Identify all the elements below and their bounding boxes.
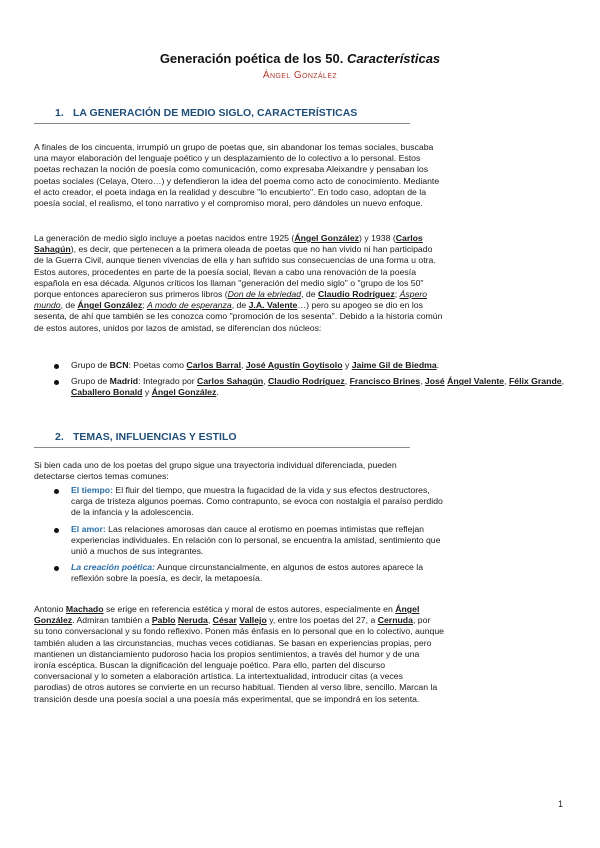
- paragraph-intro: [34, 142, 564, 209]
- text-run: El fluir del tiempo, que muestra la fugacidad de la vida y sus efectos destructores,: [113, 485, 430, 495]
- paragraph-line: poetas rechazan la noción de poesía como comunicación, como expresaba Aleixandre y pensaban los: [34, 164, 429, 175]
- bullet-dot: [54, 489, 59, 494]
- themes-list: [34, 485, 564, 585]
- link-don-de-la-ebriedad[interactable]: Don de la ebriedad: [227, 289, 302, 300]
- link-carlos-sahagun[interactable]: Carlos: [395, 233, 423, 243]
- paragraph-line: Estos autores, procedentes en parte de la poesía social, llevan a cabo una renovación de la poesía: [34, 266, 417, 277]
- link-angel-gonzalez-4[interactable]: Ángel: [395, 604, 420, 614]
- link-jaime-gil-de-biedma[interactable]: Jaime Gil de Biedma: [351, 360, 437, 370]
- link-ja-valente[interactable]: J.A. Valente: [248, 300, 298, 311]
- paragraph-line: [34, 615, 564, 626]
- text-run: ,: [504, 376, 509, 387]
- text-run: ,: [241, 360, 246, 370]
- paragraph-line: su tono conversacional y su fondo reflexivo. Ponen más énfasis en lo personal que en lo colectivo, aunque: [34, 626, 445, 637]
- section-2-rule: [34, 447, 410, 448]
- link-angel-gonzalez[interactable]: Ángel González: [294, 233, 360, 243]
- paragraph-line: también aluden a las circunstancias, muchas veces cotidianas. Se basan en experiencias propias, pero: [34, 637, 432, 648]
- text-run: reflexión sobre la poesía, es decir, la metapoesía.: [71, 573, 263, 584]
- list-item-theme-time: [34, 485, 564, 519]
- title-text: Generación poética de los 50.: [159, 51, 347, 66]
- paragraph-line: A finales de los cincuenta, irrumpió un grupo de poetas que, sin abandonar los temas sociales, buscaba: [34, 142, 434, 152]
- link-carlos-barral[interactable]: Carlos Barral: [186, 360, 241, 370]
- paragraph-influences: [34, 604, 564, 705]
- text-run: Aunque circunstancialmente, en algunos de estos autores aparece la: [155, 562, 424, 573]
- text-run: . Admiran también a: [72, 615, 152, 626]
- text-run: Antonio: [34, 604, 66, 614]
- section-2-number: 2.: [55, 431, 64, 443]
- text-run: ;: [142, 300, 147, 311]
- paragraph-line: poetas sociales (Celaya, Otero…) y defendieron la idea del poema como acto de conocimiento. Mediante: [34, 175, 440, 186]
- link-neruda[interactable]: Neruda: [177, 615, 208, 626]
- paragraph-themes-intro: [34, 460, 564, 482]
- text-run: de la infancia y la adolescencia.: [71, 507, 194, 518]
- text-run: ;: [394, 289, 400, 300]
- text-run: y, entre los poetas del 27, a: [266, 615, 378, 626]
- text-run: ) y 1938 (: [359, 233, 396, 243]
- text-run: La generación de medio siglo incluye a poetas nacidos entre 1925 (: [34, 233, 295, 243]
- groups-list: [34, 360, 564, 399]
- link-jose-agustin-goytisolo[interactable]: José Agustín Goytisolo: [245, 360, 343, 370]
- text-run: carga de tristeza algunos poemas. Como contrapunto, se evoca con nostalgia el paraíso perdido: [71, 496, 443, 507]
- section-2-title: TEMAS, INFLUENCIAS Y ESTILO: [73, 431, 237, 443]
- text-run: .: [216, 387, 219, 398]
- link-jose-angel-valente[interactable]: José: [424, 376, 445, 387]
- text-run: Las relaciones amorosas dan cauce al erotismo en poemas intimistas que reflejan: [105, 523, 424, 534]
- bullet-dot: [54, 528, 59, 533]
- link-carlos-sahagun-3[interactable]: Carlos Sahagún: [197, 376, 264, 387]
- text-run: .: [436, 360, 440, 370]
- paragraph-line: [34, 289, 564, 300]
- paragraph-line: una mayor elaboración del lenguaje poético y un desplazamiento de lo colectivo a lo personal. Estos: [34, 153, 421, 164]
- link-vallejo[interactable]: Vallejo: [239, 615, 267, 626]
- section-1-title: LA GENERACIÓN DE MEDIO SIGLO, CARACTERÍSTICAS: [73, 107, 358, 119]
- paragraph-line: el acto creador, el poeta indaga en la realidad y descubre "lo encubierto". En todo caso, adoptan de la: [34, 186, 427, 197]
- link-aspero-mundo-2[interactable]: mundo: [34, 300, 61, 311]
- text-run: , de: [231, 300, 249, 311]
- text-run: Grupo de: [71, 360, 110, 370]
- bullet-dot: [54, 364, 59, 369]
- link-machado[interactable]: Machado: [65, 604, 104, 614]
- theme-label: La creación poética:: [71, 562, 156, 573]
- paragraph-line: detectarse ciertos temas comunes:: [34, 471, 169, 482]
- link-jose-angel-valente-2[interactable]: Ángel Valente: [447, 376, 505, 387]
- text-run: ,: [420, 376, 425, 387]
- author-name: Ángel González: [262, 70, 338, 81]
- section-1-rule: [34, 123, 410, 124]
- paragraph-line: Si bien cada uno de los poetas del grupo sigue una trayectoria individual diferenciada, pueden: [34, 460, 397, 470]
- paragraph-line: ironía escéptica. Buscan la dignificación del lenguaje poético. Para ello, parten del discurso: [34, 660, 386, 671]
- text-run: BCN: [109, 360, 129, 370]
- list-item-madrid: [34, 376, 564, 398]
- text-run: , por: [412, 615, 431, 626]
- list-item-theme-love: [34, 524, 564, 558]
- paragraph-line: sesenta, de ahí que también se les conozca como "promoción de los sesenta". Debido a la historia común: [34, 311, 443, 322]
- paragraph-line: poesía social, el realismo, el tono narrativo y el compromiso moral, pero dándoles un nuevo enfoque.: [34, 198, 423, 209]
- link-caballero-bonald[interactable]: Caballero Bonald: [71, 387, 143, 398]
- text-run: Madrid: [109, 376, 139, 387]
- bullet-dot: [54, 380, 59, 385]
- text-run: se erige en referencia estética y moral de estos autores, especialmente en: [103, 604, 396, 614]
- link-carlos-sahagun-2[interactable]: Sahagún: [34, 244, 71, 255]
- paragraph-line: mantienen un distanciamiento pudoroso hacia los propios sentimientos, a través del humor y de una: [34, 648, 420, 659]
- document-title: [0, 51, 600, 66]
- section-2-heading: [55, 431, 237, 443]
- link-a-modo-de-esperanza[interactable]: A modo de esperanza: [147, 300, 232, 311]
- link-angel-gonzalez-5[interactable]: González: [34, 615, 73, 626]
- theme-label: El amor:: [71, 523, 106, 534]
- list-item-bcn: [34, 360, 564, 371]
- paragraph-line: de estos autores, unidos por lazos de amistad, se diferencian dos núcleos:: [34, 322, 322, 333]
- text-run: : Poetas como: [128, 360, 187, 370]
- title-italic-text: Características: [346, 51, 441, 66]
- text-run: ,: [344, 376, 350, 387]
- text-run: ,: [561, 376, 565, 387]
- list-item-theme-creation: [34, 562, 564, 584]
- paragraph-line: [34, 244, 564, 255]
- text-run: , de: [60, 300, 78, 311]
- link-angel-gonzalez-3[interactable]: Ángel González: [151, 387, 217, 398]
- link-pablo-neruda[interactable]: Pablo: [151, 615, 176, 626]
- text-run: ,: [263, 376, 269, 387]
- link-aspero-mundo[interactable]: Áspero: [399, 289, 428, 300]
- paragraph-line: española en esa década. Algunos críticos los llaman "generación del medio siglo" o "grupo de los 50": [34, 277, 424, 288]
- page-number: 1: [558, 799, 564, 809]
- paragraph-line: conversacional y lo someten a elaboración artística. La intertextualidad, introducir citas (a veces: [34, 671, 403, 682]
- section-1-number: 1.: [55, 107, 64, 119]
- text-run: unió a muchos de sus integrantes.: [71, 546, 204, 557]
- text-run: ,: [207, 615, 213, 626]
- paragraph-line: [34, 233, 564, 244]
- bullet-dot: [54, 566, 59, 571]
- paragraph-line: [34, 604, 564, 615]
- text-run: …) pero su apogeo se dio en los: [297, 300, 423, 311]
- text-run: y: [342, 360, 352, 370]
- link-angel-gonzalez-2[interactable]: Ángel González: [77, 300, 143, 311]
- text-run: Grupo de: [71, 376, 110, 387]
- link-claudio-rodriguez[interactable]: Claudio Rodríguez: [317, 289, 395, 300]
- link-felix-grande[interactable]: Félix Grande: [508, 376, 562, 387]
- link-francisco-brines[interactable]: Francisco Brines: [349, 376, 421, 387]
- link-cesar-vallejo[interactable]: César: [212, 615, 237, 626]
- text-run: : Integrado por: [138, 376, 198, 387]
- text-run: ), es decir, que pertenecen a la primera oleada de poetas que no han vivido ni han participado: [70, 244, 433, 255]
- paragraph-line: parodias) de otros autores se convierte en un recurso habitual. Tienden al verso libre, sencillo. Marcan la: [34, 682, 438, 693]
- text-run: experiencias individuales. En relación con lo personal, se encuentra la amistad, sentimiento que: [71, 534, 441, 545]
- text-run: , de: [301, 289, 318, 300]
- theme-label: El tiempo:: [71, 485, 113, 495]
- paragraph-line: [34, 300, 564, 311]
- text-run: y: [142, 387, 152, 398]
- text-run: porque entonces aparecieron sus primeros libros (: [34, 289, 228, 300]
- paragraph-line: transición desde una poesía social a una poesía más experimental, que se impondrá en los setenta.: [34, 693, 420, 704]
- section-1-heading: [55, 107, 357, 119]
- link-cernuda[interactable]: Cernuda: [377, 615, 413, 626]
- paragraph-generation: [34, 233, 564, 334]
- paragraph-line: de la Guerra Civil, aunque tienen vivencias de ella y han sufrido sus consecuencias de una forma u otra.: [34, 255, 436, 266]
- link-claudio-rodriguez-2[interactable]: Claudio Rodríguez: [268, 376, 345, 387]
